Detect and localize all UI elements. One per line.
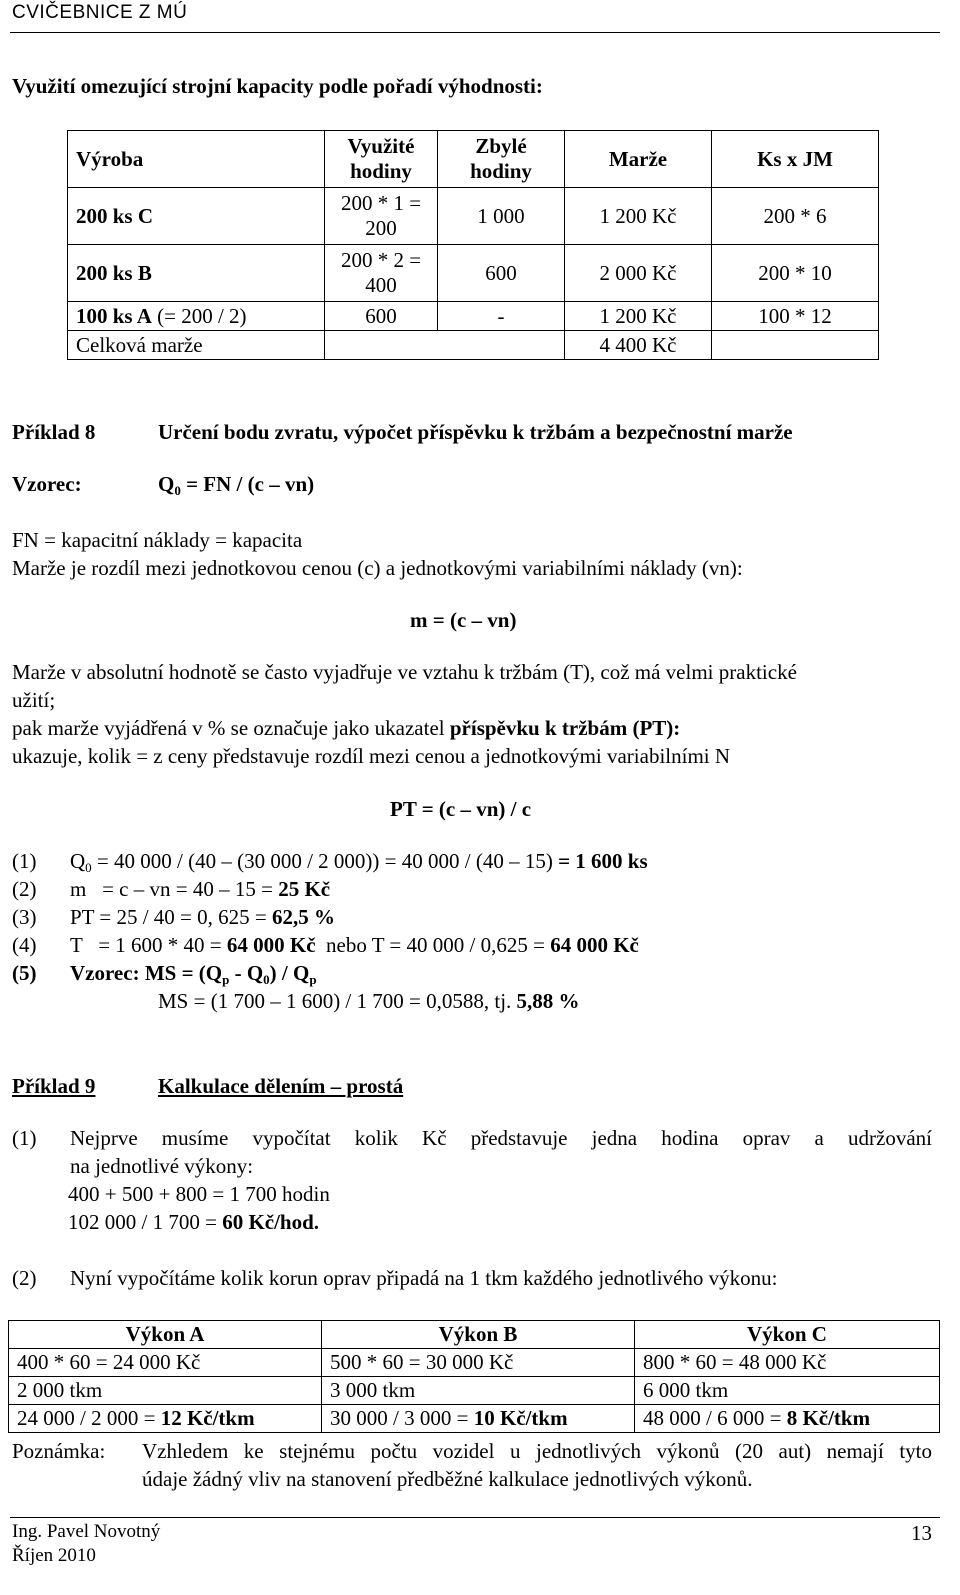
pt-formula: PT = (c – vn) / c — [390, 797, 532, 821]
table-cell: 200 * 2 = 400 — [325, 245, 438, 302]
total-label: Celková marže — [68, 331, 325, 360]
table-cell: 800 * 60 = 48 000 Kč — [635, 1349, 940, 1377]
table-cell: 2 000 Kč — [565, 245, 712, 302]
table-row — [9, 1377, 940, 1405]
example-8-label: Příklad 8 — [12, 420, 96, 444]
step-number: (2) — [12, 1266, 37, 1290]
paragraph-line: užití; — [12, 688, 56, 712]
header-cell: Využité hodiny — [325, 131, 438, 188]
header-cell: Ks x JM — [712, 131, 879, 188]
step-number: (1) — [12, 1126, 37, 1150]
header-cell: Výkon A — [9, 1321, 322, 1349]
break-even-formula: $Q_0$ = FN / (c – vn) — [158, 472, 315, 498]
table-row — [9, 1405, 940, 1433]
table-cell — [325, 331, 565, 360]
step-1-text: na jednotlivé výkony: — [70, 1154, 254, 1178]
note-text: Vzhledem ke stejnému počtu vozidel u jednotlivých výkonů (20 aut) nemají tyto — [142, 1439, 932, 1463]
table-cell: 1 200 Kč — [565, 188, 712, 245]
footer-date: Říjen 2010 — [12, 1545, 96, 1566]
section-heading: Využití omezující strojní kapacity podle pořadí výhodnosti: — [12, 74, 543, 98]
table-row — [68, 302, 879, 331]
capacity-table — [67, 130, 879, 360]
table-cell: 100 * 12 — [712, 302, 879, 331]
paragraph-line: Marže v absolutní hodnotě se často vyjadřuje ve vztahu k tržbám (T), což má velmi praktické — [12, 660, 797, 684]
table-total-row — [68, 331, 879, 360]
step-1: $Q_0 = 40$ 000 / (40 – (30 000 / 2 000)) = 40 000 / (40 – 15) = 1 600 ks — [70, 849, 648, 875]
page-number: 13 — [911, 1521, 932, 1545]
footer-rule — [10, 1517, 940, 1518]
running-header: CVIČEBNICE Z MÚ — [12, 2, 188, 23]
table-cell: 3 000 tkm — [322, 1377, 635, 1405]
header-cell: Výkon C — [635, 1321, 940, 1349]
table-cell: 24 000 / 2 000 = 12 Kč/tkm — [9, 1405, 322, 1433]
table-cell: 1 000 — [438, 188, 565, 245]
table-cell: 200 ks C — [68, 188, 325, 245]
hours-sum: 400 + 500 + 800 = 1 700 hodin — [68, 1182, 330, 1206]
step-number: (2) — [12, 877, 37, 901]
table-cell: - — [438, 302, 565, 331]
footer-author: Ing. Pavel Novotný — [12, 1521, 161, 1542]
output-cost-table — [8, 1320, 940, 1433]
step-5-result: MS = (1 700 – 1 600) / 1 700 = 0,0588, tj. 5,88 % — [158, 989, 580, 1013]
table-cell: 1 200 Kč — [565, 302, 712, 331]
table-header-row — [68, 131, 879, 188]
step-2: m = c – vn = 40 – 15 = 25 Kč — [70, 877, 331, 901]
paragraph-line: pak marže vyjádřená v % se označuje jako ukazatel příspěvku k tržbám (PT): — [12, 716, 681, 740]
table-row — [68, 188, 879, 245]
step-4: T = 1 600 * 40 = 64 000 Kč nebo T = 40 000 / 0,625 = 64 000 Kč — [70, 933, 639, 957]
table-row — [9, 1349, 940, 1377]
header-rule — [10, 32, 940, 33]
example-8-title: Určení bodu zvratu, výpočet příspěvku k tržbám a bezpečnostní marže — [158, 420, 793, 444]
header-cell: Výkon B — [322, 1321, 635, 1349]
table-cell: 6 000 tkm — [635, 1377, 940, 1405]
table-cell: 2 000 tkm — [9, 1377, 322, 1405]
note-text: údaje žádný vliv na stanovení předběžné kalkulace jednotlivých výkonů. — [142, 1467, 753, 1491]
table-cell — [712, 331, 879, 360]
example-9-label: Příklad 9 — [12, 1074, 96, 1098]
table-cell: 600 — [325, 302, 438, 331]
step-number: (1) — [12, 849, 37, 873]
table-cell: 600 — [438, 245, 565, 302]
header-cell: Zbylé hodiny — [438, 131, 565, 188]
table-row — [68, 245, 879, 302]
header-cell: Marže — [565, 131, 712, 188]
step-number: (3) — [12, 905, 37, 929]
step-3: PT = 25 / 40 = 0, 625 = 62,5 % — [70, 905, 335, 929]
formula-label: Vzorec: — [12, 472, 82, 496]
hour-rate: 102 000 / 1 700 = 60 Kč/hod. — [68, 1210, 320, 1234]
table-cell: 200 ks B — [68, 245, 325, 302]
header-cell: Výroba — [68, 131, 325, 188]
definition-fn: FN = kapacitní náklady = kapacita — [12, 528, 303, 552]
table-cell: 400 * 60 = 24 000 Kč — [9, 1349, 322, 1377]
table-cell: 100 ks A (= 200 / 2) — [68, 302, 325, 331]
example-9-title: Kalkulace dělením – prostá — [158, 1074, 404, 1098]
table-cell: 200 * 10 — [712, 245, 879, 302]
total-value: 4 400 Kč — [565, 331, 712, 360]
definition-margin: Marže je rozdíl mezi jednotkovou cenou (c) a jednotkovými variabilními náklady (vn): — [12, 556, 743, 580]
note-label: Poznámka: — [12, 1439, 106, 1463]
table-cell: 30 000 / 3 000 = 10 Kč/tkm — [322, 1405, 635, 1433]
step-number: (4) — [12, 933, 37, 957]
margin-formula: m = (c – vn) — [410, 608, 517, 632]
table-cell: 200 * 1 = 200 — [325, 188, 438, 245]
step-1-text: Nejprve musíme vypočítat kolik Kč představuje jedna hodina oprav a udržování — [70, 1126, 932, 1150]
table-cell: 48 000 / 6 000 = 8 Kč/tkm — [635, 1405, 940, 1433]
paragraph-line: ukazuje, kolik = z ceny představuje rozdíl mezi cenou a jednotkovými variabilními N — [12, 744, 731, 768]
step-5-formula: Vzorec: MS = $(Q_p - Q_0) / Q_p$ — [70, 961, 317, 987]
step-2-text: Nyní vypočítáme kolik korun oprav připadá na 1 tkm každého jednotlivého výkonu: — [70, 1266, 778, 1290]
table-header-row — [9, 1321, 940, 1349]
table-cell: 500 * 60 = 30 000 Kč — [322, 1349, 635, 1377]
step-number: (5) — [12, 961, 37, 985]
table-cell: 200 * 6 — [712, 188, 879, 245]
